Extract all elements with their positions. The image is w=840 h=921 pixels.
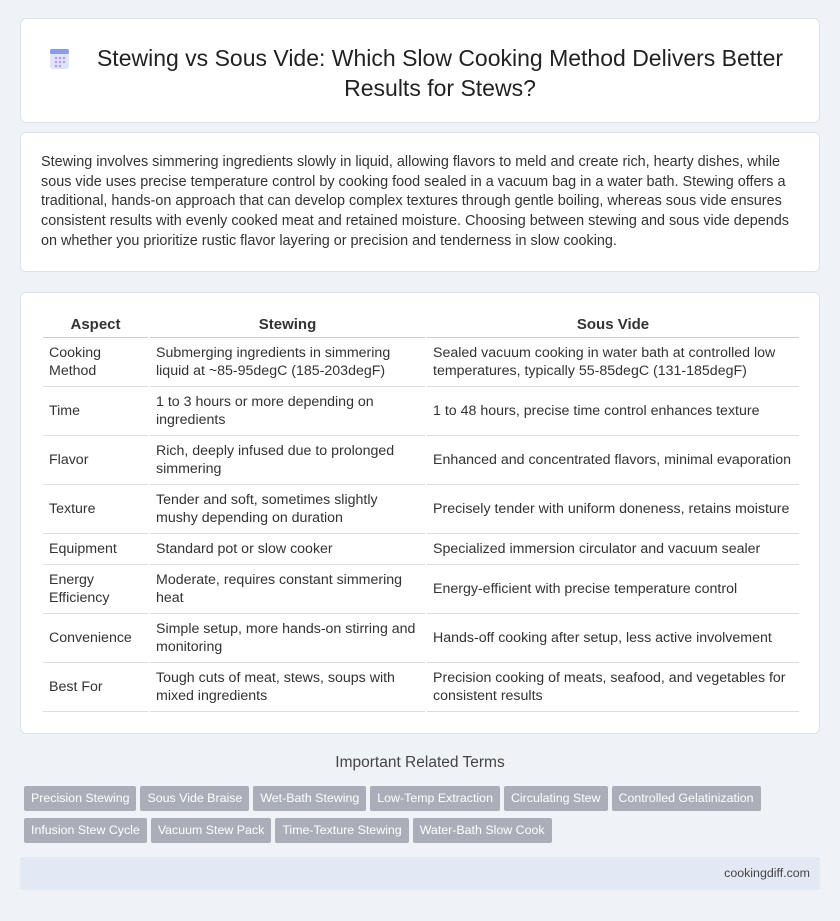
related-term-tag[interactable]: Vacuum Stew Pack xyxy=(151,818,272,843)
cell-aspect: Time xyxy=(43,386,149,435)
header-stewing: Stewing xyxy=(149,313,426,337)
cell-stewing: Tender and soft, sometimes slightly mushy depending on duration xyxy=(149,484,426,533)
table-header-row xyxy=(43,313,799,337)
table-row xyxy=(43,533,799,564)
cell-aspect: Flavor xyxy=(43,435,149,484)
cell-sous-vide: Energy-efficient with precise temperature control xyxy=(426,564,799,613)
cell-stewing: Tough cuts of meat, stews, soups with mixed ingredients xyxy=(149,662,426,711)
comparison-card xyxy=(20,292,820,734)
cell-sous-vide: Sealed vacuum cooking in water bath at controlled low temperatures, typically 55-85degC (131-185degF) xyxy=(426,337,799,386)
cell-sous-vide: Precisely tender with uniform doneness, retains moisture xyxy=(426,484,799,533)
cell-stewing: Moderate, requires constant simmering heat xyxy=(149,564,426,613)
cell-stewing: Standard pot or slow cooker xyxy=(149,533,426,564)
table-row xyxy=(43,613,799,662)
cell-sous-vide: 1 to 48 hours, precise time control enhances texture xyxy=(426,386,799,435)
related-term-tag[interactable]: Water-Bath Slow Cook xyxy=(413,818,552,843)
cell-sous-vide: Specialized immersion circulator and vacuum sealer xyxy=(426,533,799,564)
comparison-table xyxy=(43,313,799,712)
cell-stewing: 1 to 3 hours or more depending on ingredients xyxy=(149,386,426,435)
related-term-tag[interactable]: Low-Temp Extraction xyxy=(370,786,500,811)
related-term-tag[interactable]: Time-Texture Stewing xyxy=(275,818,408,843)
related-term-tag[interactable]: Sous Vide Braise xyxy=(140,786,249,811)
table-row xyxy=(43,386,799,435)
cell-stewing: Submerging ingredients in simmering liquid at ~85-95degC (185-203degF) xyxy=(149,337,426,386)
table-row xyxy=(43,484,799,533)
related-term-tag[interactable]: Circulating Stew xyxy=(504,786,608,811)
related-term-tag[interactable]: Wet-Bath Stewing xyxy=(253,786,366,811)
header-sous-vide: Sous Vide xyxy=(426,313,799,337)
intro-paragraph: Stewing involves simmering ingredients slowly in liquid, allowing flavors to meld and create rich, hearty dishes, while sous vide uses precise temperature control by cooking food sealed in a vacuum bag in a water bath. Stewing offers a traditional, hands-on approach that can develop complex textures through gentle boiling, whereas sous vide ensures consistent results with evenly cooked meat and retained moisture. Choosing between stewing and sous vide depends on whether you prioritize rustic flavor layering or precision and tenderness in slow cooking. xyxy=(41,154,789,249)
related-term-tag[interactable]: Precision Stewing xyxy=(24,786,136,811)
document-icon xyxy=(47,47,73,71)
footer-site-link[interactable]: cookingdiff.com xyxy=(724,866,810,880)
table-row xyxy=(43,337,799,386)
cell-stewing: Simple setup, more hands-on stirring and monitoring xyxy=(149,613,426,662)
cell-stewing: Rich, deeply infused due to prolonged simmering xyxy=(149,435,426,484)
cell-aspect: Equipment xyxy=(43,533,149,564)
cell-aspect: Energy Efficiency xyxy=(43,564,149,613)
cell-aspect: Convenience xyxy=(43,613,149,662)
related-term-tag[interactable]: Infusion Stew Cycle xyxy=(24,818,147,843)
related-terms-heading: Important Related Terms xyxy=(335,754,505,771)
table-row xyxy=(43,435,799,484)
related-terms-list xyxy=(24,786,804,850)
table-row xyxy=(43,564,799,613)
cell-sous-vide: Precision cooking of meats, seafood, and vegetables for consistent results xyxy=(426,662,799,711)
title-card xyxy=(20,18,820,123)
cell-aspect: Cooking Method xyxy=(43,337,149,386)
cell-sous-vide: Enhanced and concentrated flavors, minimal evaporation xyxy=(426,435,799,484)
table-row xyxy=(43,662,799,711)
cell-aspect: Best For xyxy=(43,662,149,711)
related-term-tag[interactable]: Controlled Gelatinization xyxy=(612,786,761,811)
footer-bar xyxy=(20,857,820,890)
cell-sous-vide: Hands-off cooking after setup, less active involvement xyxy=(426,613,799,662)
header-aspect: Aspect xyxy=(43,313,149,337)
cell-aspect: Texture xyxy=(43,484,149,533)
intro-card xyxy=(20,132,820,272)
page-title: Stewing vs Sous Vide: Which Slow Cooking Method Delivers Better Results for Stews? xyxy=(96,45,784,101)
